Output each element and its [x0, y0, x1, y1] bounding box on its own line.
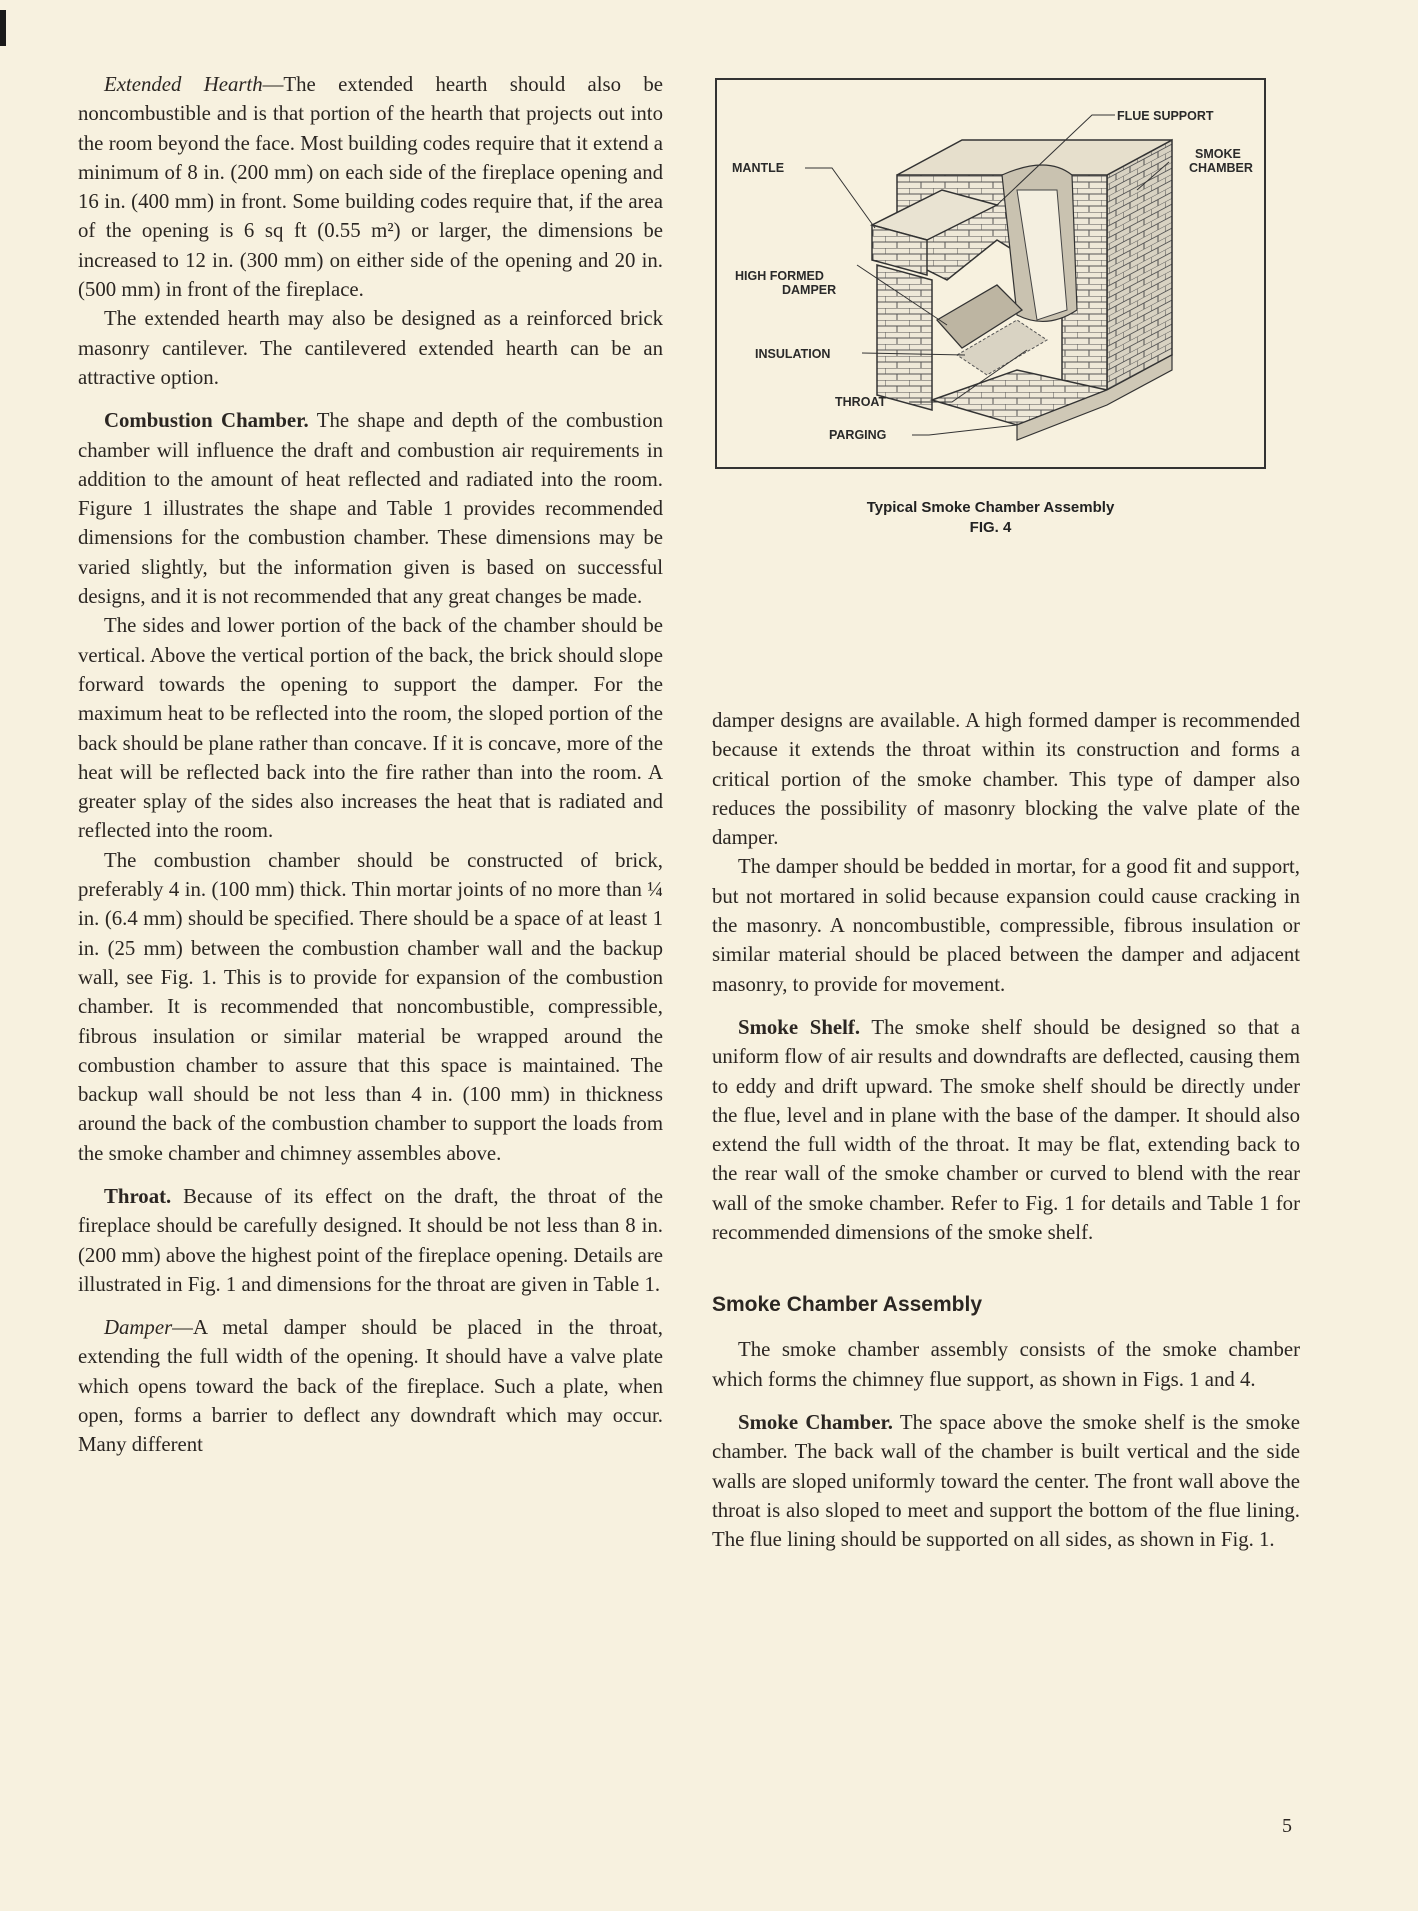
combustion-chamber-text: The shape and depth of the combustion chamber will influence the draft and combustion air requirements in addition to the amount of heat reflected and radiated into the room. Figure 1 illustrates the shape and Table 1 provides recommended dimensions for the combustion chamber. These dimensions may be varied slightly, but the information given is based on successful designs, and it is not recommended that any great changes be made.	[78, 409, 663, 609]
assembly-paragraph: The smoke chamber assembly consists of the smoke chamber which forms the chimney flue support, as shown in Figs. 1 and 4.	[712, 1338, 1300, 1391]
damper-continued-paragraph-2: The damper should be bedded in mortar, for a good fit and support, but not mortared in solid because expansion could cause cracking in the masonry. A noncombustible, compressible, fibrous insulation or similar material should be placed between the damper and adjacent masonry, to provide for movement.	[712, 855, 1300, 996]
smoke-shelf-heading: Smoke Shelf.	[738, 1015, 861, 1039]
combustion-chamber-paragraph-2: The sides and lower portion of the back of the chamber should be vertical. Above the vertical portion of the back, the brick should slope forward towards the opening to support the damper. For the maximum heat to be reflected into the room, the sloped portion of the back should be plane rather than concave. If it is concave, more of the heat will be reflected back into the fire rather than into the room. A greater splay of the sides also increases the heat that is radiated and reflected into the room.	[78, 614, 663, 843]
damper-paragraph	[78, 1313, 663, 1459]
label-flue-support: FLUE SUPPORT	[1117, 109, 1214, 123]
label-throat: THROAT	[835, 395, 887, 409]
label-smoke-chamber-1: SMOKE	[1195, 147, 1241, 161]
damper-heading: Damper	[104, 1316, 173, 1340]
smoke-shelf-paragraph	[712, 1013, 1300, 1247]
combustion-chamber-paragraph-3: The combustion chamber should be constructed of brick, preferably 4 in. (100 mm) thick. Thin mortar joints of no more than ¼ in. (6.4 mm) should be specified. There should be a space of at least 1 in. (25 mm) between the combustion chamber wall and the backup wall, see Fig. 1. This is to provide for expansion of the combustion chamber. It is recommended that noncombustible, compressible, fibrous insulation or similar material be wrapped around the combustion chamber to assure that this space is maintained. The backup wall should be not less than 4 in. (100 mm) in thickness around the back of the combustion chamber to support the loads from the smoke chamber and chimney assembles above.	[78, 848, 663, 1165]
page-edge-mark	[0, 10, 6, 46]
right-column	[712, 706, 1300, 1554]
label-insulation: INSULATION	[755, 347, 831, 361]
figure-caption	[715, 498, 1266, 538]
right-wall	[1107, 140, 1172, 390]
label-high-formed-1: HIGH FORMED	[735, 269, 824, 283]
smoke-shelf-text: The smoke shelf should be designed so that a uniform flow of air results and downdrafts are deflected, causing them to eddy and drift upward. The smoke shelf should be directly under the flue, level and in plane with the base of the damper. It should also extend the full width of the throat. It may be flat, extending back to the rear wall of the smoke chamber or curved to blend with the rear wall of the smoke chamber. Refer to Fig. 1 for details and Table 1 for recommended dimensions of the smoke shelf.	[712, 1015, 1300, 1245]
smoke-chamber-illustration	[717, 80, 1268, 471]
figure-number: FIG. 4	[969, 519, 1012, 536]
label-smoke-chamber-2: CHAMBER	[1189, 161, 1253, 175]
label-mantle: MANTLE	[732, 161, 785, 175]
figure-4	[715, 78, 1266, 469]
throat-text: Because of its effect on the draft, the throat of the fireplace should be carefully designed. It should be not less than 8 in. (200 mm) above the highest point of the fireplace opening. Details are illustrated in Fig. 1 and dimensions for the throat are given in Table 1.	[78, 1184, 663, 1296]
combustion-chamber-paragraph	[78, 406, 663, 611]
figure-caption-title: Typical Smoke Chamber Assembly	[866, 499, 1115, 516]
section-heading-smoke-chamber-assembly: Smoke Chamber Assembly	[712, 1293, 982, 1317]
page-number: 5	[1282, 1815, 1292, 1837]
left-pier	[877, 265, 932, 410]
left-column	[78, 70, 663, 1460]
extended-hearth-heading: Extended Hearth	[104, 73, 263, 96]
throat-paragraph	[78, 1182, 663, 1299]
extended-hearth-text: —The extended hearth should also be noncombustible and is that portion of the hearth that projects out into the room beyond the face. Most building codes require that it extend a minimum of 8 in. (200 mm) on each side of the fireplace opening and 16 in. (400 mm) in front. Some building codes require that, if the area of the opening is 6 sq ft (0.55 m²) or larger, the dimensions be increased to 12 in. (300 mm) on either side of the opening and 20 in. (500 mm) in front of the fireplace.	[78, 73, 663, 302]
label-high-formed-2: DAMPER	[782, 283, 837, 297]
smoke-chamber-paragraph	[712, 1408, 1300, 1554]
label-parging: PARGING	[829, 428, 887, 442]
damper-text: —A metal damper should be placed in the throat, extending the full width of the opening. It should have a valve plate which opens toward the back of the fireplace. Such a plate, when open, forms a barrier to deflect any downdraft which may occur. Many different	[78, 1316, 663, 1457]
damper-continued-paragraph: damper designs are available. A high formed damper is recommended because it extends the throat within its construction and forms a critical portion of the smoke chamber. This type of damper also reduces the possibility of masonry blocking the valve plate of the damper.	[712, 709, 1300, 850]
smoke-chamber-text: The space above the smoke shelf is the smoke chamber. The back wall of the chamber is built vertical and the side walls are sloped uniformly toward the center. The front wall above the throat is also sloped to meet and support the bottom of the flue lining. The flue lining should be supported on all sides, as shown in Fig. 1.	[712, 1410, 1300, 1552]
extended-hearth-paragraph-2: The extended hearth may also be designed as a reinforced brick masonry cantilever. The cantilevered extended hearth can be an attractive option.	[78, 307, 663, 389]
extended-hearth-paragraph	[78, 70, 663, 304]
combustion-chamber-heading: Combustion Chamber.	[104, 409, 309, 433]
throat-heading: Throat.	[104, 1184, 172, 1208]
smoke-chamber-heading: Smoke Chamber.	[738, 1410, 893, 1434]
